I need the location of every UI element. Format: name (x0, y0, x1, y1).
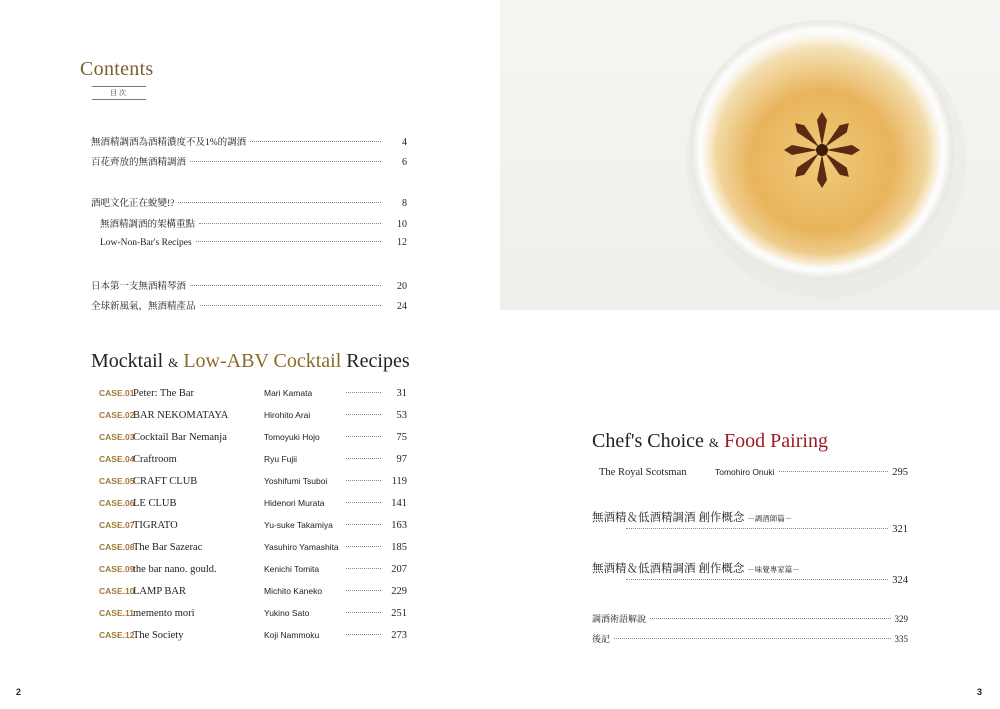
case-entry (99, 520, 407, 536)
case-number: CASE.12 (99, 630, 135, 640)
cocktail-photo (500, 0, 1000, 310)
dot-leader (346, 458, 381, 459)
dot-leader (346, 414, 381, 415)
toc-page: 10 (397, 219, 407, 230)
toc-entry (92, 237, 407, 248)
case-bartender: Tomoyuki Hojo (264, 432, 320, 442)
case-page-number: 229 (391, 586, 407, 597)
case-number: CASE.08 (99, 542, 135, 552)
dot-leader (190, 285, 381, 286)
dot-leader (346, 590, 381, 591)
case-entry (99, 564, 407, 580)
case-number: CASE.07 (99, 520, 135, 530)
afterword-entry (592, 632, 908, 645)
case-bar-name: Craftroom (133, 454, 177, 465)
case-number: CASE.09 (99, 564, 135, 574)
dot-leader (346, 392, 381, 393)
case-page-number: 163 (391, 520, 407, 531)
royal-entry (599, 467, 908, 478)
case-bartender: Yoshifumi Tsuboi (264, 476, 328, 486)
chef-heading-part2: Food Pairing (724, 430, 828, 452)
royal-name: The Royal Scotsman (599, 467, 687, 478)
dot-leader (346, 480, 381, 481)
concept-tag: －調酒師篇－ (747, 514, 793, 523)
dot-leader (190, 161, 381, 162)
case-page-number: 119 (391, 476, 407, 487)
dot-leader (346, 634, 381, 635)
chef-heading-part1: Chef's Choice (592, 430, 704, 452)
toc-entry (91, 298, 407, 312)
case-entry (99, 476, 407, 492)
case-bar-name: memento mori (133, 608, 195, 619)
cocktail-glass-illustration (500, 0, 1000, 310)
afterword-label: 後記 (592, 634, 611, 644)
case-page-number: 75 (396, 432, 407, 443)
toc-entry (92, 216, 407, 230)
contents-subtitle: 目次 (92, 86, 146, 100)
case-bar-name: BAR NEKOMATAYA (133, 410, 229, 421)
toc-label: 全球新風氣，無酒精產品 (91, 302, 196, 312)
dot-leader (346, 568, 381, 569)
case-bartender: Mari Kamata (264, 388, 313, 398)
toc-entry (91, 278, 407, 292)
toc-label: 百花齊放的無酒精調酒 (91, 158, 187, 168)
dot-leader (178, 202, 381, 203)
case-bartender: Hirohito Arai (264, 410, 311, 420)
recipes-heading-part2: Low-ABV Cocktail (183, 350, 342, 372)
case-bartender: Michito Kaneko (264, 586, 323, 596)
royal-page: 295 (892, 467, 908, 478)
dot-leader (779, 471, 889, 472)
case-bar-name: Cocktail Bar Nemanja (133, 432, 227, 443)
toc-page: 20 (397, 281, 407, 292)
dot-leader (626, 528, 888, 529)
case-entry (99, 542, 407, 558)
case-entry (99, 498, 407, 514)
case-page-number: 53 (396, 410, 407, 421)
dot-leader (614, 638, 890, 639)
recipes-heading-part3: Recipes (346, 350, 410, 372)
case-bartender: Kenichi Tomita (264, 564, 320, 574)
page-number-right: 3 (977, 687, 983, 697)
case-page-number: 273 (391, 630, 407, 641)
afterword-page: 335 (894, 634, 908, 644)
dot-leader (346, 524, 381, 525)
dot-leader (199, 223, 381, 224)
concept-title-text: 無酒精＆低酒精調酒 創作概念 (592, 563, 745, 575)
glossary-page: 329 (894, 614, 908, 624)
toc-page: 8 (402, 198, 407, 209)
glossary-entry (592, 612, 908, 625)
case-bar-name: LAMP BAR (133, 586, 186, 597)
case-bartender: Yasuhiro Yamashita (264, 542, 339, 552)
case-entry (99, 630, 407, 646)
concept-page: 324 (892, 575, 908, 586)
case-entry (99, 388, 407, 404)
chef-heading-amp: & (708, 435, 720, 450)
dot-leader (250, 141, 381, 142)
case-bartender: Ryu Fujii (264, 454, 298, 464)
case-entry (99, 586, 407, 602)
dot-leader (196, 241, 381, 242)
dot-leader (200, 305, 381, 306)
case-entry (99, 410, 407, 426)
case-number: CASE.05 (99, 476, 135, 486)
case-page-number: 207 (391, 564, 407, 575)
case-bartender: Yu-suke Takamiya (264, 520, 333, 530)
toc-page: 24 (397, 301, 407, 312)
case-entry (99, 608, 407, 624)
case-bar-name: TIGRATO (133, 520, 178, 531)
dot-leader (346, 612, 381, 613)
case-bar-name: LE CLUB (133, 498, 177, 509)
glossary-label: 調酒術語解說 (592, 614, 647, 624)
case-page-number: 185 (391, 542, 407, 553)
royal-person: Tomohiro Onuki (715, 467, 775, 477)
case-page-number: 97 (396, 454, 407, 465)
case-number: CASE.02 (99, 410, 135, 420)
case-bar-name: Peter: The Bar (133, 388, 195, 399)
recipes-heading-amp: & (168, 355, 179, 370)
case-number: CASE.01 (99, 388, 135, 398)
toc-label: 無酒精調酒的架構重點 (100, 220, 196, 230)
case-page-number: 141 (391, 498, 407, 509)
case-bar-name: The Society (133, 630, 184, 641)
toc-entry (91, 134, 407, 148)
case-bartender: Hidenori Murata (264, 498, 325, 508)
page-number-left: 2 (16, 687, 22, 697)
case-bar-name: the bar nano. gould. (133, 564, 217, 575)
star-anise-icon (784, 112, 860, 188)
case-number: CASE.10 (99, 586, 135, 596)
contents-title: Contents (80, 58, 154, 80)
concept-page-row (622, 524, 908, 535)
toc-label: Low-Non-Bar's Recipes (100, 238, 192, 248)
dot-leader (346, 546, 381, 547)
dot-leader (626, 579, 888, 580)
toc-label: 日本第一支無酒精琴酒 (91, 282, 187, 292)
concept-title (592, 560, 800, 576)
case-bartender: Yukino Sato (264, 608, 310, 618)
case-page-number: 251 (391, 608, 407, 619)
concept-page: 321 (892, 524, 908, 535)
dot-leader (346, 502, 381, 503)
toc-label: 無酒精調酒為酒精濃度不及1%的調酒 (91, 138, 247, 148)
case-bar-name: CRAFT CLUB (133, 476, 198, 487)
concept-page-row (622, 575, 908, 586)
case-number: CASE.03 (99, 432, 135, 442)
case-number: CASE.11 (99, 608, 134, 618)
toc-entry (91, 195, 407, 209)
toc-page: 6 (402, 157, 407, 168)
case-bartender: Koji Nammoku (264, 630, 320, 640)
recipes-heading-part1: Mocktail (91, 350, 164, 372)
toc-entry (91, 154, 407, 168)
case-entry (99, 454, 407, 470)
case-bar-name: The Bar Sazerac (133, 542, 203, 553)
concept-title (592, 509, 792, 525)
toc-label: 酒吧文化正在蛻變!? (91, 199, 175, 209)
concept-title-text: 無酒精＆低酒精調酒 創作概念 (592, 512, 745, 524)
case-number: CASE.06 (99, 498, 135, 508)
dot-leader (650, 618, 890, 619)
dot-leader (346, 436, 381, 437)
case-page-number: 31 (396, 388, 407, 399)
recipes-heading (91, 350, 410, 373)
case-entry (99, 432, 407, 448)
case-number: CASE.04 (99, 454, 135, 464)
chef-heading (592, 430, 828, 453)
toc-page: 12 (397, 237, 407, 248)
toc-page: 4 (402, 137, 407, 148)
concept-tag: －味覺專家篇－ (747, 565, 800, 574)
